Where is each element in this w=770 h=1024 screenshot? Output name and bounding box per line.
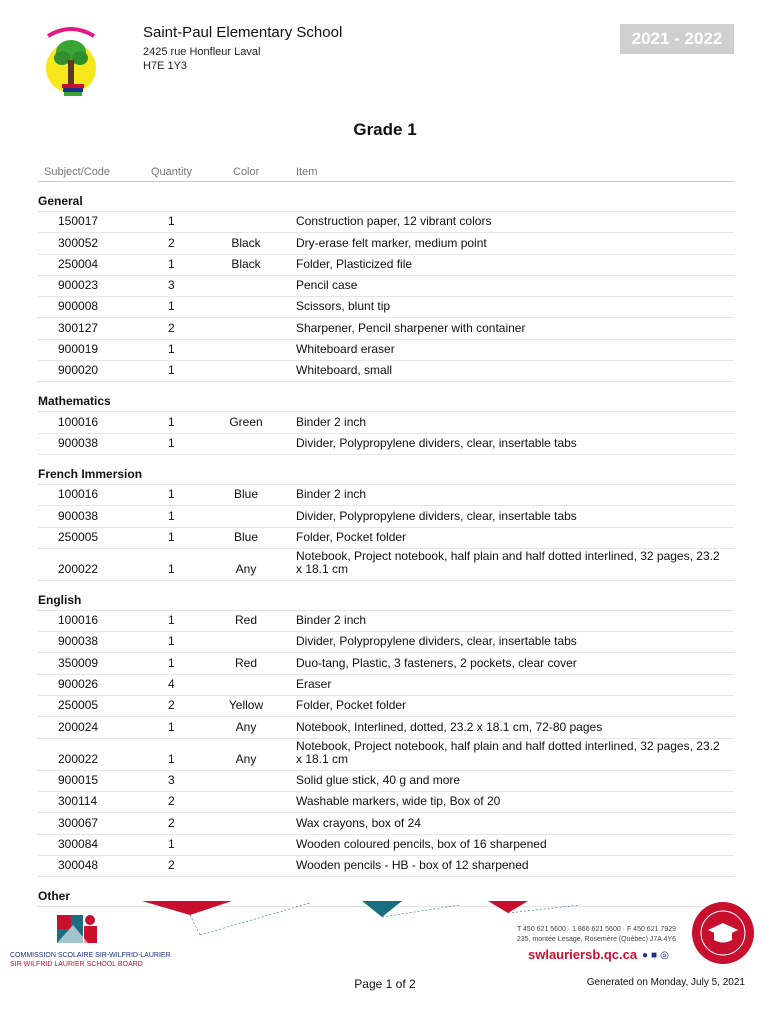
item-code: 200022 [58,561,99,576]
contact-phone: T 450 621 5600 · 1 866 621 5600 · F 450 621 7929 [516,926,676,933]
item-description: Binder 2 inch [296,487,367,502]
item-description: Divider, Polypropylene dividers, clear, insertable tabs [296,634,577,649]
item-description: Notebook, Interlined, dotted, 23.2 x 18.1 cm, 72-80 pages [296,719,603,734]
table-row [38,434,734,455]
item-code: 900026 [58,677,99,692]
item-description: Scissors, blunt tip [296,299,391,314]
board-website-link[interactable]: swlauriersb.qc.ca [528,947,638,962]
item-color: Black [231,235,261,250]
section-title: Other [38,877,734,907]
item-color: Red [234,655,257,670]
item-description: Divider, Polypropylene dividers, clear, insertable tabs [296,435,577,450]
item-description: Binder 2 inch [296,414,367,429]
item-quantity: 1 [168,655,175,670]
item-code: 250005 [58,698,99,713]
item-code: 900020 [58,363,99,378]
item-description: Wooden pencils - HB - box of 12 sharpened [296,858,529,873]
table-row [38,528,734,549]
item-quantity: 2 [168,320,175,335]
item-color: Any [235,719,257,734]
item-quantity: 1 [168,256,175,271]
instagram-icon[interactable]: ◎ [660,950,672,961]
item-description: Notebook, Project notebook, half plain and half dotted interlined, 32 pages, 23.2 x 18.1 cm [296,548,720,576]
item-description: Duo-tang, Plastic, 3 fasteners, 2 pockets, clear cover [296,655,577,670]
table-row [38,632,734,653]
item-code: 900038 [58,435,99,450]
item-quantity: 1 [168,487,175,502]
contact-address: 235, montée Lesage, Rosemère (Québec) J7A 4Y6 [516,936,676,943]
item-code: 900015 [58,772,99,787]
item-code: 300114 [58,794,98,809]
table-row [38,212,734,233]
item-color: Red [234,613,257,628]
table-row [38,340,734,361]
table-row [38,739,734,771]
board-logo-mark [57,915,97,943]
item-code: 900038 [58,508,99,523]
table-row [38,653,734,674]
item-quantity: 1 [168,508,175,523]
school-address [143,45,342,73]
item-quantity: 1 [168,414,175,429]
item-description: Divider, Polypropylene dividers, clear, insertable tabs [296,508,577,523]
item-color: Yellow [228,698,264,713]
item-code: 350009 [58,655,99,670]
board-name-fr: COMMISSION SCOLAIRE SIR-WILFRID-LAURIER [10,952,171,959]
item-code: 100016 [58,414,99,429]
generated-date: Generated on Monday, July 5, 2021 [586,977,745,988]
school-name: Saint-Paul Elementary School [143,24,343,41]
item-code: 100016 [58,487,99,502]
item-description: Eraser [296,677,332,692]
table-row [38,675,734,696]
item-description: Construction paper, 12 vibrant colors [296,214,492,229]
item-code: 200024 [58,719,99,734]
table-row [38,771,734,792]
table-row [38,318,734,339]
item-description: Folder, Pocket folder [296,698,407,713]
item-quantity: 2 [168,235,175,250]
item-description: Whiteboard, small [296,363,393,378]
item-quantity: 3 [168,772,175,787]
item-code: 300127 [58,320,99,335]
table-row [38,485,734,506]
table-row [38,412,734,433]
item-quantity: 1 [168,435,175,450]
board-name-en: SIR WILFRID LAURIER SCHOOL BOARD [10,961,143,968]
graduation-seal-icon [690,900,756,966]
section-title: General [38,182,734,212]
header-quantity: Quantity [151,166,192,178]
item-description: Binder 2 inch [296,613,367,628]
item-color: Any [235,751,257,766]
section-title: Mathematics [38,382,734,412]
item-description: Dry-erase felt marker, medium point [296,235,487,250]
school-year-badge: 2021 - 2022 [620,24,734,54]
item-description: Notebook, Project notebook, half plain and half dotted interlined, 32 pages, 23.2 x 18.1 cm [296,738,720,766]
item-code: 150017 [58,214,99,229]
address-line-1: 2425 rue Honfleur Laval [143,46,261,58]
item-code: 100016 [58,613,99,628]
social-icons [642,950,672,961]
table-body [38,182,734,907]
item-quantity: 3 [168,278,175,293]
item-color: Black [231,256,261,271]
item-quantity: 1 [168,299,175,314]
header-item: Item [296,166,318,178]
school-board-name [10,951,171,969]
table-row [38,696,734,717]
item-description: Wooden coloured pencils, box of 16 sharpened [296,836,547,851]
section-title: French Immersion [38,455,734,485]
linkedin-icon[interactable]: ■ [651,950,661,961]
header-color: Color [233,166,260,178]
grade-title: Grade 1 [353,120,417,139]
table-row [38,297,734,318]
item-quantity: 2 [168,815,175,830]
address-line-2: H7E 1Y3 [143,60,188,72]
table-row [38,792,734,813]
item-quantity: 1 [168,719,175,734]
board-contact [490,925,676,945]
item-description: Washable markers, wide tip, Box of 20 [296,794,501,809]
item-color: Any [235,561,257,576]
item-color: Blue [233,487,259,502]
item-quantity: 1 [168,342,175,357]
table-row [38,813,734,834]
item-code: 900008 [58,299,99,314]
section-title: English [38,581,734,611]
item-quantity: 1 [168,214,175,229]
item-code: 900038 [58,634,99,649]
item-code: 250005 [58,529,99,544]
item-color: Blue [233,529,259,544]
table-row [38,717,734,738]
item-quantity: 1 [168,836,175,851]
item-code: 200022 [58,751,99,766]
item-quantity: 2 [168,858,175,873]
item-description: Wax crayons, box of 24 [296,815,421,830]
table-row [38,233,734,254]
item-quantity: 2 [168,794,175,809]
table-header [38,162,734,182]
table-row [38,276,734,297]
item-quantity: 1 [168,613,175,628]
item-code: 900019 [58,342,99,357]
item-quantity: 1 [168,529,175,544]
item-color: Green [229,414,263,429]
item-code: 300052 [58,235,99,250]
table-row [38,611,734,632]
item-description: Whiteboard eraser [296,342,395,357]
item-code: 300067 [58,815,99,830]
table-row [38,506,734,527]
page-number: Page 1 of 2 [354,977,416,991]
item-code: 900023 [58,278,99,293]
item-code: 300084 [58,836,99,851]
item-quantity: 1 [168,751,175,766]
item-description: Folder, Plasticized file [296,256,413,271]
header-code: Subject/Code [44,166,111,178]
item-description: Folder, Pocket folder [296,529,407,544]
school-logo [40,22,102,100]
supply-list-table [38,162,734,907]
table-row [38,549,734,581]
item-quantity: 2 [168,698,175,713]
table-row [38,255,734,276]
item-description: Sharpener, Pencil sharpener with container [296,320,526,335]
facebook-icon[interactable]: ● [642,950,652,961]
item-quantity: 1 [168,634,175,649]
item-code: 250004 [58,256,99,271]
item-code: 300048 [58,858,99,873]
item-quantity: 4 [168,677,175,692]
table-row [38,856,734,877]
item-description: Solid glue stick, 40 g and more [296,772,461,787]
item-description: Pencil case [296,278,358,293]
item-quantity: 1 [168,561,175,576]
item-quantity: 1 [168,363,175,378]
table-row [38,835,734,856]
table-row [38,361,734,382]
